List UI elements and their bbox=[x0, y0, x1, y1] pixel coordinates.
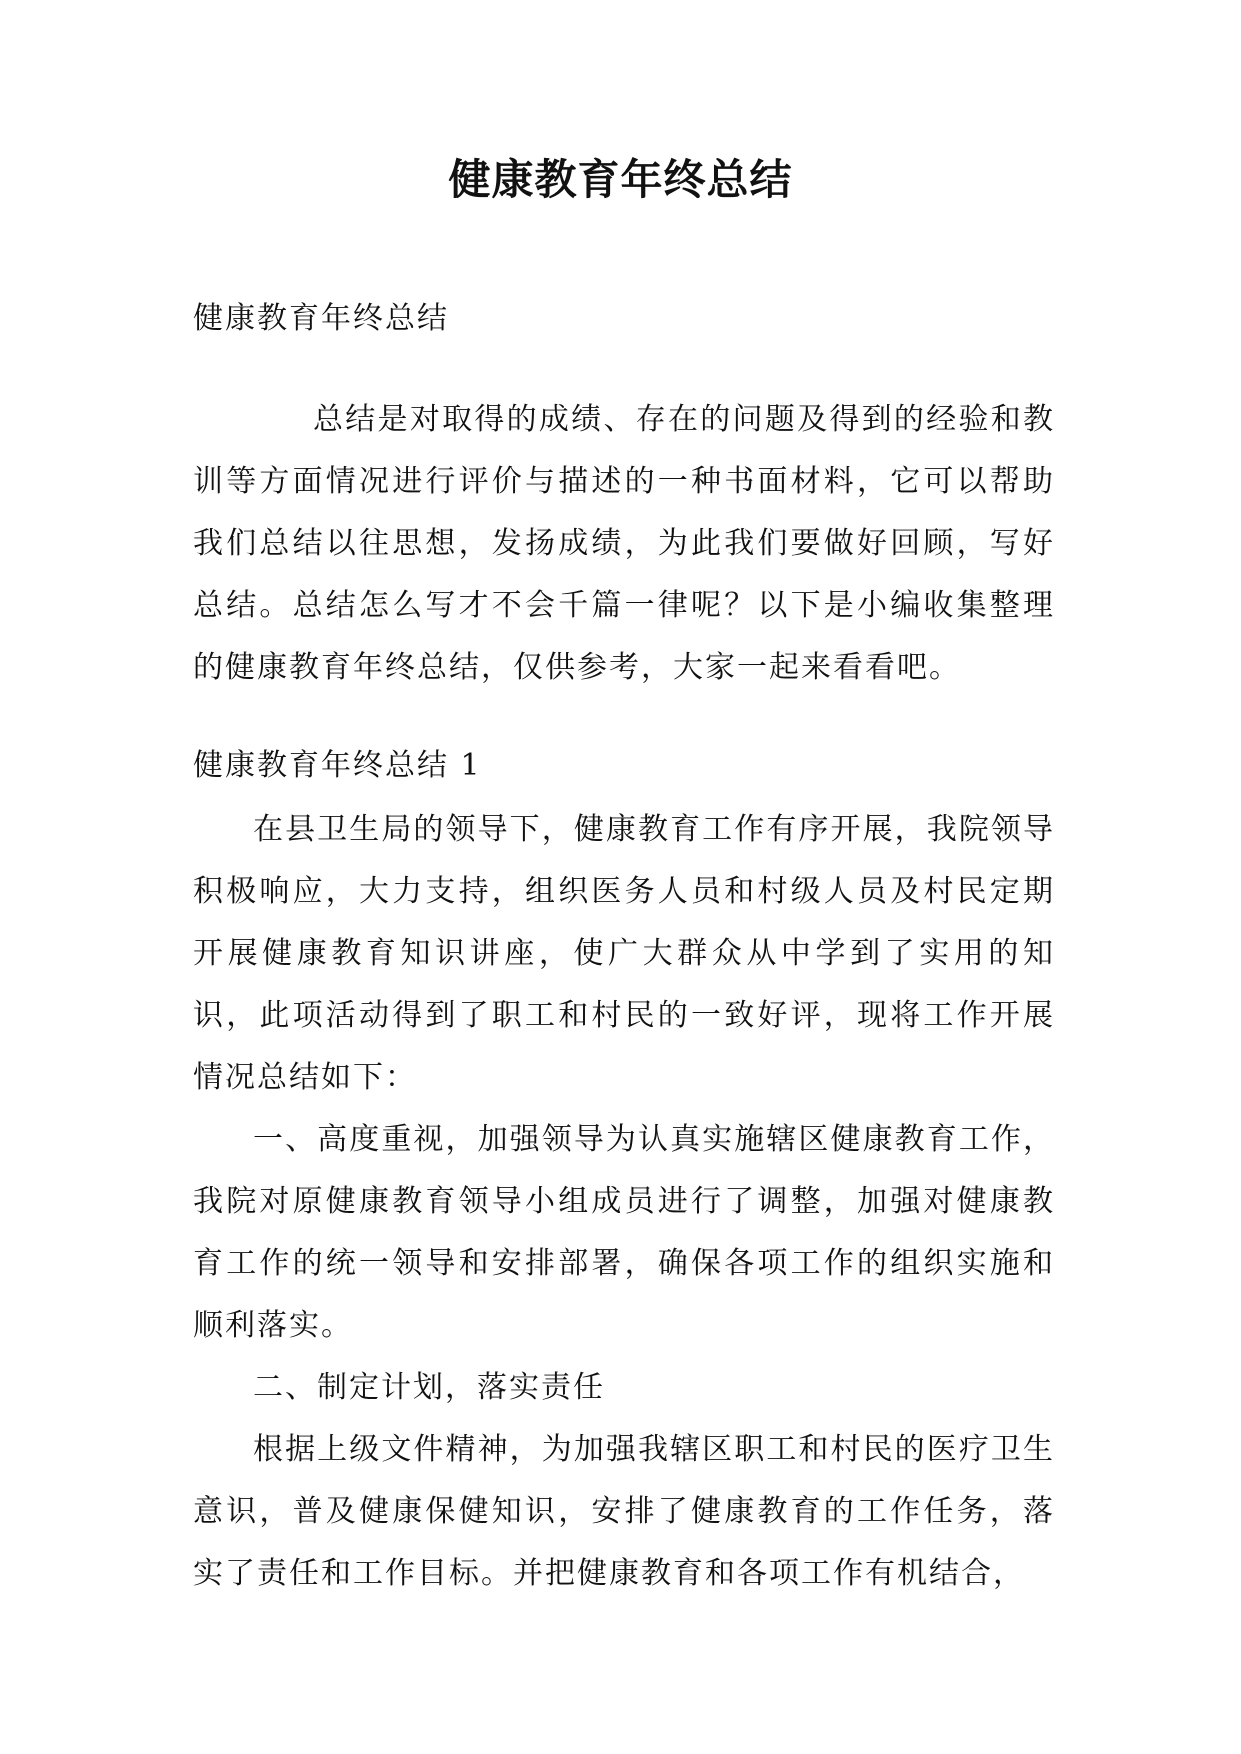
section-heading: 健康教育年终总结 1 bbox=[193, 748, 482, 783]
body-paragraph: 在县卫生局的领导下，健康教育工作有序开展，我院领导积极响应，大力支持，组织医务人员和村级人员及村民定期开展健康教育知识讲座，使广大群众从中学到了实用的知识，此项活动得到了职工和村民的一致好评，现将工作开展情况总结如下： bbox=[193, 812, 1055, 1095]
intro-paragraph: 总结是对取得的成绩、存在的问题及得到的经验和教训等方面情况进行评价与描述的一种书面材料，它可以帮助我们总结以往思想，发扬成绩，为此我们要做好回顾，写好总结。总结怎么写才不会千篇一律呢？以下是小编收集整理的健康教育年终总结，仅供参考，大家一起来看看吧。 bbox=[193, 402, 1055, 685]
document-body bbox=[193, 288, 1055, 1605]
body-paragraph: 根据上级文件精神，为加强我辖区职工和村民的医疗卫生意识，普及健康保健知识，安排了健康教育的工作任务，落实了责任和工作目标。并把健康教育和各项工作有机结合， bbox=[193, 1432, 1055, 1591]
body-paragraph: 二、制定计划，落实责任 bbox=[253, 1370, 605, 1405]
body-paragraph: 一、高度重视，加强领导为认真实施辖区健康教育工作，我院对原健康教育领导小组成员进行了调整，加强对健康教育工作的统一领导和安排部署，确保各项工作的组织实施和顺利落实。 bbox=[193, 1122, 1055, 1343]
document-subtitle: 健康教育年终总结 bbox=[193, 301, 449, 336]
document-title: 健康教育年终总结 bbox=[448, 155, 793, 204]
